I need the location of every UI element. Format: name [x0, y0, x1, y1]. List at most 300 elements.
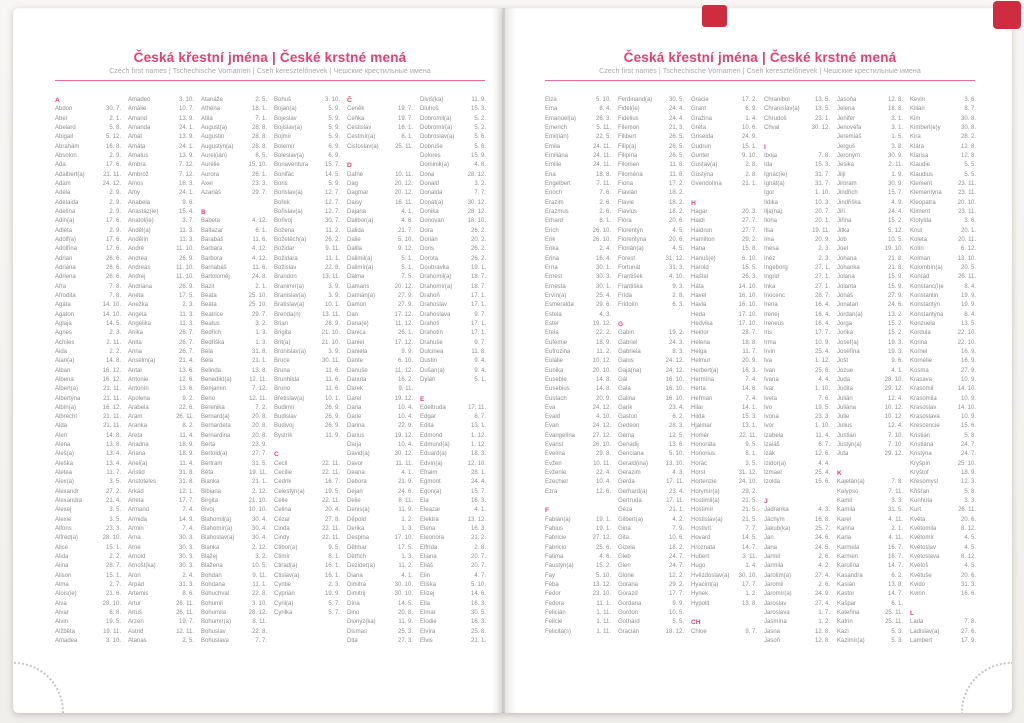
name-entry [420, 264, 486, 273]
name-day-date: 1. 12. [470, 442, 486, 449]
first-name: Alexej [55, 507, 72, 514]
first-name: Iva [764, 358, 773, 365]
name-day-date: 16. 2. [397, 376, 413, 383]
first-name: Cindy [274, 535, 290, 542]
name-entry [347, 124, 413, 133]
first-name: Elvíra [420, 628, 436, 635]
name-entry [55, 301, 121, 310]
name-day-date: 17. 7. [178, 498, 194, 505]
name-entry [764, 292, 830, 301]
first-name: Blažena [201, 563, 223, 570]
name-day-date: 10. 4. [397, 404, 413, 411]
name-day-date: 22. 2. [595, 330, 611, 337]
name-entry [691, 143, 757, 152]
name-day-date: 18. 3. [470, 451, 486, 458]
name-day-date: 12. 10. [467, 460, 486, 467]
name-entry [691, 488, 757, 497]
name-day-date: 5. 10. [470, 582, 486, 589]
name-day-date: 11. 10. [176, 264, 194, 271]
first-name: Kristýna [910, 451, 932, 458]
name-entry [128, 199, 194, 208]
name-day-date: 10. 12. [884, 414, 903, 421]
name-entry [201, 264, 267, 273]
name-day-date: 4. 4. [818, 376, 830, 383]
first-name: Griselda [691, 134, 714, 141]
name-day-date: 17. 7. [741, 582, 757, 589]
first-name: Koleta [910, 236, 928, 243]
name-entry [764, 441, 830, 450]
first-name: Anselm(a) [128, 358, 156, 365]
name-entry [910, 516, 976, 525]
name-entry [347, 516, 413, 525]
name-entry [691, 115, 757, 124]
name-entry [837, 320, 903, 329]
first-name: Aneta [128, 292, 144, 299]
first-name: Anatol(ie) [128, 218, 154, 225]
first-name: Angela [128, 311, 147, 318]
name-day-date: 10. 1. [324, 395, 340, 402]
name-entry [837, 553, 903, 562]
name-day-date: 27. 12. [592, 535, 611, 542]
name-entry [128, 637, 194, 646]
first-name: Dafné [347, 171, 364, 178]
first-name: Erna [545, 264, 558, 271]
name-day-date: 7. 11. [888, 488, 903, 495]
name-entry [274, 460, 340, 469]
name-entry [55, 432, 121, 441]
first-name: Barnabáš [201, 264, 227, 271]
name-entry [618, 236, 684, 245]
name-day-date: 10. 4. [595, 479, 611, 486]
name-entry [201, 413, 267, 422]
first-name: Jasna [764, 628, 781, 635]
name-entry [764, 189, 830, 198]
first-name: Alfréd(a) [55, 535, 79, 542]
name-day-date: 27. 4. [814, 600, 830, 607]
name-entry [691, 283, 757, 292]
name-entry [837, 404, 903, 413]
name-entry [837, 628, 903, 637]
first-name: August(a) [201, 124, 228, 131]
first-name: Havel [691, 292, 707, 299]
first-name: Delie [347, 498, 361, 505]
name-entry [201, 245, 267, 254]
spacer-row [201, 199, 267, 208]
name-day-date: 19. 3. [887, 339, 903, 346]
name-day-date: 22. 5. [595, 134, 611, 141]
name-day-date: 7. 4. [182, 507, 194, 514]
name-day-date: 16. 4. [814, 302, 830, 309]
first-name: Flavius [618, 208, 638, 215]
name-day-date: 6. 2. [672, 414, 684, 421]
first-name: Jenifer [837, 115, 856, 122]
name-day-date: 26. 7. [178, 330, 194, 337]
first-name: Adolf(a) [55, 236, 77, 243]
name-day-date: 2. 1. [255, 283, 267, 290]
name-entry [545, 609, 611, 618]
name-entry [274, 311, 340, 320]
first-name: Dalida [347, 227, 365, 234]
first-name: Gražina [691, 115, 713, 122]
name-entry [128, 478, 194, 487]
first-name: Anastáz(ie) [128, 208, 159, 215]
name-entry [201, 124, 267, 133]
name-day-date: 5. 8. [964, 432, 976, 439]
name-day-date: 12. 6. [178, 376, 194, 383]
name-entry [420, 469, 486, 478]
name-entry [347, 525, 413, 534]
name-day-date: 17. 5. [397, 544, 413, 551]
name-entry [910, 236, 976, 245]
name-entry [691, 441, 757, 450]
name-day-date: 2. 9. [109, 152, 121, 159]
name-day-date: 11. 6. [252, 264, 267, 271]
name-day-date: 15. 3. [814, 162, 830, 169]
name-day-date: 22. 4. [595, 470, 611, 477]
first-name: Bohumila [201, 610, 227, 617]
name-day-date: 16. 8. [105, 143, 121, 150]
first-name: Gaius [618, 358, 634, 365]
name-entry [128, 105, 194, 114]
name-entry [837, 105, 903, 114]
first-name: Aranka [128, 423, 148, 430]
name-entry [347, 208, 413, 217]
name-entry [347, 115, 413, 124]
name-day-date: 9. 7. [474, 339, 486, 346]
first-name: Hostivít [691, 526, 712, 533]
name-entry [274, 590, 340, 599]
name-day-date: 1. 5. [891, 134, 903, 141]
name-day-date: 21. 1. [741, 180, 757, 187]
name-day-date: 20. 9. [741, 358, 757, 365]
name-entry [837, 143, 903, 152]
name-day-date: 11. 9. [325, 432, 340, 439]
first-name: Kunhuta [910, 498, 933, 505]
name-day-date: 30. 12. [394, 451, 413, 458]
first-name: Barbora [201, 255, 223, 262]
first-name: Jindřiška [837, 199, 861, 206]
name-entry [910, 637, 976, 646]
name-day-date: 30. 10. [738, 572, 757, 579]
first-name: Hanuš(e) [691, 255, 716, 262]
name-column [910, 96, 976, 646]
first-name: Filomen [618, 162, 640, 169]
name-entry [201, 488, 267, 497]
name-day-date: 18. 10. [467, 218, 486, 225]
name-day-date: 15. 3. [470, 106, 486, 113]
spacer-row [347, 152, 413, 161]
name-entry [201, 497, 267, 506]
name-day-date: 7. 2. [255, 404, 267, 411]
title-rule [55, 80, 485, 81]
first-name: Engelbert [545, 180, 571, 187]
first-name: Adriána [55, 264, 76, 271]
first-name: Květomír [910, 535, 935, 542]
name-entry [420, 283, 486, 292]
first-name: Konstantýn [910, 302, 941, 309]
name-day-date: 15. 1. [105, 544, 121, 551]
name-entry [691, 171, 757, 180]
name-entry [274, 320, 340, 329]
first-name: Čestislav [347, 124, 372, 131]
name-day-date: 1. 11. [596, 610, 611, 617]
name-day-date: 25. 4. [814, 348, 830, 355]
name-day-date: 13. 8. [105, 442, 121, 449]
name-entry [618, 628, 684, 637]
name-entry [274, 227, 340, 236]
name-entry [274, 292, 340, 301]
name-day-date: 3. 5. [109, 479, 121, 486]
name-entry [274, 367, 340, 376]
letter-header: E [420, 395, 425, 403]
first-name: Edmond [420, 432, 443, 439]
first-name: Eliáš [420, 563, 434, 570]
name-entry [128, 320, 194, 329]
first-name: Amadeo [128, 97, 151, 103]
name-day-date: 15. 10. [248, 162, 267, 169]
name-entry [347, 329, 413, 338]
first-name: Jakub(ka) [764, 526, 791, 533]
name-day-date: 14. 9. [178, 516, 194, 523]
name-entry [420, 236, 486, 245]
name-day-date: 31. 3. [178, 582, 194, 589]
first-name: Dana(e) [347, 320, 369, 327]
name-entry [347, 628, 413, 637]
first-name: Budimír [274, 404, 295, 411]
name-entry [764, 404, 830, 413]
first-name: Apolena [128, 395, 151, 402]
name-entry [837, 133, 903, 142]
name-day-date: 20. 3. [741, 208, 757, 215]
name-day-date: 19. 1. [595, 526, 611, 533]
name-day-date: 2. 5. [255, 97, 267, 103]
name-entry [545, 171, 611, 180]
name-day-date: 20. 8. [251, 414, 267, 421]
name-entry [618, 404, 684, 413]
name-entry [128, 609, 194, 618]
first-name: Emilie [545, 162, 562, 169]
first-name: Eustach [545, 395, 567, 402]
name-entry [347, 245, 413, 254]
first-name: Elin [420, 572, 431, 579]
name-day-date: 6. 9. [745, 106, 757, 113]
name-day-date: 15. 7. [470, 488, 486, 495]
first-name: Egon(a) [420, 488, 442, 495]
name-day-date: 21. 8. [887, 255, 903, 262]
name-entry [837, 385, 903, 394]
first-name: Ctislav(a) [274, 572, 300, 579]
name-day-date: 19. 7. [397, 115, 413, 122]
name-entry [201, 217, 267, 226]
name-entry [910, 180, 976, 189]
name-day-date: 8. 3. [672, 348, 684, 355]
name-day-date: 27. 1. [814, 264, 830, 271]
name-entry [347, 506, 413, 515]
first-name: Birgita [201, 498, 219, 505]
name-entry [420, 637, 486, 646]
first-name: Anděl(a) [128, 227, 151, 234]
first-name: Aurora [201, 171, 220, 178]
name-entry [764, 478, 830, 487]
first-name: Chrudoš [764, 115, 787, 122]
first-name: Konzuela [910, 320, 936, 327]
name-entry [201, 469, 267, 478]
name-day-date: 16. 12. [102, 404, 121, 411]
name-day-date: 9. 5. [745, 442, 757, 449]
first-name: Jorika [837, 330, 854, 337]
letter-header: J [764, 498, 768, 506]
name-day-date: 11. 7. [742, 348, 757, 355]
first-name: Igor [764, 190, 775, 197]
name-day-date: 16. 7. [887, 544, 903, 551]
name-day-date: 27. 7. [251, 451, 267, 458]
name-day-date: 11. 2. [398, 563, 413, 570]
name-day-date: 8. 6. [182, 591, 194, 598]
name-day-date: 10. 1. [324, 302, 340, 309]
name-entry [618, 562, 684, 571]
name-day-date: 11. 7. [106, 470, 121, 477]
name-entry [764, 180, 830, 189]
name-entry [347, 572, 413, 581]
name-entry [837, 152, 903, 161]
name-entry [764, 562, 830, 571]
name-entry [274, 124, 340, 133]
name-day-date: 13. 8. [741, 600, 757, 607]
first-name: Fabius [545, 526, 564, 533]
first-name: Hektor [691, 330, 709, 337]
letter-header: A [55, 97, 60, 104]
name-entry [128, 367, 194, 376]
name-entry [347, 199, 413, 208]
first-name: Hostimír [691, 507, 714, 514]
name-day-date: 31. 7. [814, 171, 830, 178]
first-name: Božena [274, 227, 295, 234]
name-entry [55, 199, 121, 208]
name-entry [347, 590, 413, 599]
name-entry [618, 255, 684, 264]
first-name: Beno [201, 395, 216, 402]
name-entry [347, 311, 413, 320]
name-day-date: 4. 5. [964, 535, 976, 542]
page-title: Česká křestní jména | České krstné mená [623, 50, 897, 65]
name-day-date: 8. 4. [599, 106, 611, 113]
name-entry [764, 217, 830, 226]
first-name: Božislav [274, 264, 297, 271]
first-name: Gracián [618, 628, 640, 635]
first-name: Jiřina [837, 218, 852, 225]
name-entry [55, 422, 121, 431]
first-name: Hana [691, 246, 706, 253]
name-day-date: 3. 2. [474, 180, 486, 187]
first-name: Ella [420, 600, 431, 607]
name-day-date: 1. 11. [596, 619, 611, 626]
first-name: Karmela [837, 544, 860, 551]
first-name: Jimram [837, 180, 857, 187]
name-day-date: 12. 8. [887, 97, 903, 103]
name-entry [545, 283, 611, 292]
name-entry [545, 553, 611, 562]
name-day-date: 11. 2. [325, 227, 340, 234]
name-entry [837, 525, 903, 534]
name-entry [910, 432, 976, 441]
name-entry [691, 628, 757, 637]
name-entry [55, 227, 121, 236]
first-name: Cecil [274, 460, 288, 467]
name-day-date: 20. 7. [470, 563, 486, 570]
name-entry [128, 292, 194, 301]
name-entry [545, 96, 611, 105]
name-day-date: 22. 8. [324, 264, 340, 271]
name-entry [128, 236, 194, 245]
name-day-date: 2. 6. [818, 554, 830, 561]
first-name: Brandon [274, 274, 297, 281]
name-entry [201, 609, 267, 618]
name-day-date: 15. 7. [324, 162, 340, 169]
name-entry [764, 590, 830, 599]
name-day-date: 10. 7. [178, 106, 194, 113]
name-entry [618, 590, 684, 599]
name-day-date: 2. 2. [109, 554, 121, 561]
name-entry [837, 497, 903, 506]
first-name: Adelína [55, 208, 76, 215]
first-name: Andriana [128, 283, 153, 290]
name-entry [910, 460, 976, 469]
name-day-date: 16. 7. [324, 479, 340, 486]
name-entry [420, 376, 486, 385]
name-entry [128, 422, 194, 431]
name-day-date: 3. 10. [178, 97, 194, 103]
name-entry [910, 553, 976, 562]
name-day-date: 16. 10. [738, 292, 757, 299]
name-entry [274, 133, 340, 142]
name-day-date: 9. 7. [474, 311, 486, 318]
name-day-date: 2. 1. [109, 115, 121, 122]
first-name: Dezider(a) [347, 563, 376, 570]
first-name: Josef(a) [837, 339, 859, 346]
name-entry [274, 572, 340, 581]
first-name: Eufémie [545, 339, 568, 346]
first-name: Iveta [764, 395, 778, 402]
first-name: Krasomil [910, 386, 934, 393]
name-entry [201, 590, 267, 599]
name-day-date: 9. 12. [397, 246, 413, 253]
name-day-date: 16. 3. [470, 498, 486, 505]
first-name: Florián(a) [618, 246, 644, 253]
first-name: Kasandra [837, 572, 863, 579]
first-name: Jaroslava [764, 610, 790, 617]
name-entry [274, 217, 340, 226]
name-day-date: 24. 4. [668, 106, 684, 113]
name-day-date: 4. 11. [888, 516, 903, 523]
first-name: Herta [691, 386, 706, 393]
name-day-date: 12. 2. [668, 572, 684, 579]
name-day-date: 11. 3. [179, 236, 194, 243]
first-name: Etela [545, 330, 559, 337]
name-day-date: 13. 8. [887, 582, 903, 589]
name-day-date: 12. 8. [960, 152, 976, 159]
letter-header: F [545, 507, 550, 515]
name-entry [347, 301, 413, 310]
name-day-date: 23. 11. [958, 180, 976, 187]
first-name: Eusebius [545, 386, 570, 393]
name-day-date: 12. 7. [324, 208, 340, 215]
name-day-date: 21. 4. [105, 498, 121, 505]
name-day-date: 1. 10. [814, 423, 830, 430]
first-name: Heřman [691, 395, 713, 402]
name-entry [420, 367, 486, 376]
first-name: Emanuel(a) [545, 115, 577, 122]
first-name: Elizej [420, 591, 435, 598]
